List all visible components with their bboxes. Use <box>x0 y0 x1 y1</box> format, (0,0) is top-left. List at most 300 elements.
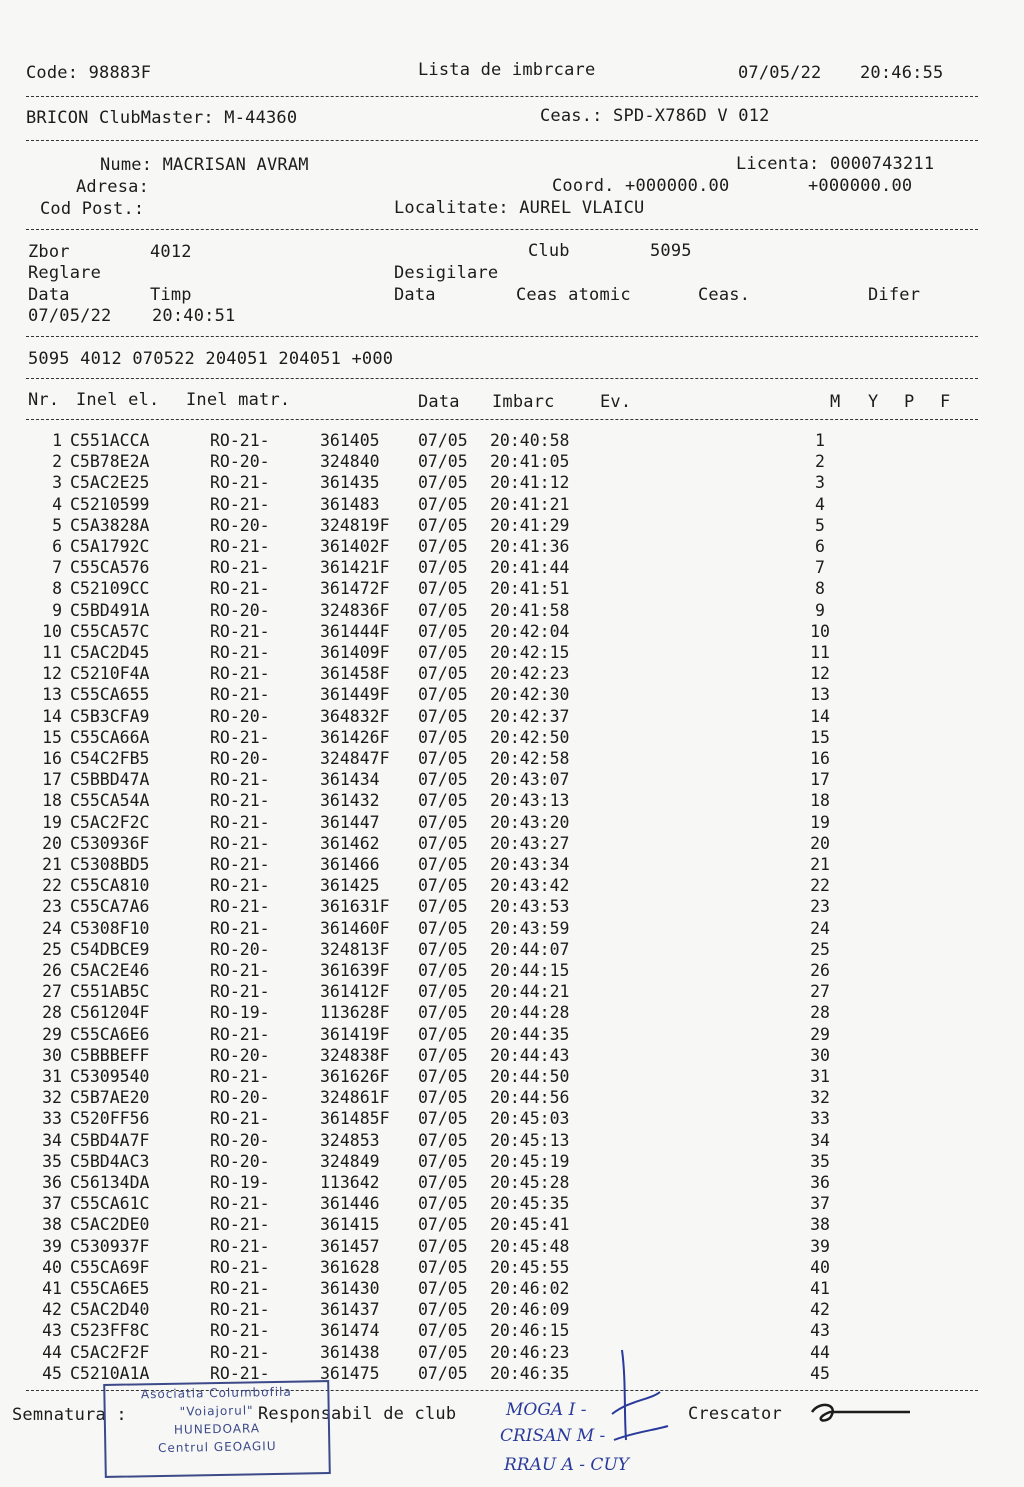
electronic-ring: C55CA66A <box>70 727 150 747</box>
boarding-date: 07/05 <box>418 1088 468 1108</box>
boarding-date: 07/05 <box>418 1279 468 1298</box>
ring-serial: 361402F <box>320 537 390 556</box>
electronic-ring: C5B78E2A <box>70 452 150 472</box>
ring-prefix: RO-21- <box>210 1342 270 1362</box>
boarding-time: 20:43:42 <box>490 876 570 896</box>
boarding-time: 20:42:15 <box>490 643 570 662</box>
row-number: 26 <box>42 961 62 980</box>
print-date: 07/05/22 <box>738 63 822 83</box>
m-count: 1 <box>815 431 825 450</box>
m-count: 34 <box>810 1130 830 1150</box>
boarding-time: 20:44:35 <box>490 1024 570 1044</box>
col-header-f: F <box>940 392 951 412</box>
stamp-line-4: Centrul GEOAGIU <box>157 1438 277 1456</box>
m-count: 20 <box>810 833 830 853</box>
boarding-time: 20:42:58 <box>490 749 570 768</box>
m-count: 16 <box>810 749 830 768</box>
boarding-date: 07/05 <box>418 452 468 472</box>
boarding-time: 20:45:48 <box>490 1236 570 1256</box>
m-count: 40 <box>810 1257 830 1277</box>
boarding-time: 20:41:12 <box>490 473 570 493</box>
ring-prefix: RO-21- <box>210 791 270 811</box>
boarding-time: 20:42:37 <box>490 706 570 726</box>
boarding-time: 20:46:09 <box>490 1300 570 1320</box>
boarding-time: 20:43:07 <box>490 770 570 790</box>
flight-number: 4012 <box>150 242 192 262</box>
ring-prefix: RO-21- <box>210 812 270 832</box>
electronic-ring: C55CA6E6 <box>70 1024 150 1044</box>
electronic-ring: C5A1792C <box>70 537 150 556</box>
row-number: 18 <box>42 791 62 811</box>
m-count: 2 <box>815 452 825 472</box>
setting-time: 20:40:51 <box>152 306 236 326</box>
m-count: 37 <box>810 1194 830 1214</box>
row-number: 10 <box>42 621 62 641</box>
boarding-time: 20:43:13 <box>490 791 570 811</box>
boarding-time: 20:41:21 <box>490 494 570 514</box>
ring-prefix: RO-21- <box>210 1257 270 1277</box>
boarding-date: 07/05 <box>418 918 468 938</box>
electronic-ring: C530937F <box>70 1236 150 1256</box>
electronic-ring: C5308BD5 <box>70 855 150 874</box>
ring-serial: 324836F <box>320 600 390 620</box>
boarding-date: 07/05 <box>418 643 468 662</box>
setting-date-label: Data <box>28 285 70 305</box>
ring-serial: 361430 <box>320 1279 380 1298</box>
electronic-ring: C530936F <box>70 833 150 853</box>
clock-label: Ceas.: SPD-X786D V 012 <box>540 106 770 126</box>
row-number: 6 <box>52 537 62 556</box>
boarding-time: 20:46:23 <box>490 1342 570 1362</box>
boarding-date: 07/05 <box>418 1173 468 1192</box>
flight-code-line: 5095 4012 070522 204051 204051 +000 <box>28 349 394 369</box>
row-number: 27 <box>42 982 62 1002</box>
boarding-time: 20:46:35 <box>490 1363 570 1383</box>
ring-prefix: RO-20- <box>210 1151 270 1171</box>
boarding-date: 07/05 <box>418 1363 468 1383</box>
boarding-date: 07/05 <box>418 1151 468 1171</box>
ring-serial: 361457 <box>320 1236 380 1256</box>
signature-label: Semnatura : <box>12 1405 127 1425</box>
breeder-label: Crescator <box>688 1404 782 1424</box>
col-header-p: P <box>904 392 915 412</box>
col-header-ev: Ev. <box>600 392 632 412</box>
row-number: 29 <box>42 1024 62 1044</box>
electronic-ring: C5AC2E46 <box>70 961 150 980</box>
boarding-date: 07/05 <box>418 1215 468 1235</box>
row-number: 38 <box>42 1215 62 1235</box>
boarding-date: 07/05 <box>418 515 468 535</box>
m-count: 13 <box>810 685 830 705</box>
electronic-ring: C5A3828A <box>70 515 150 535</box>
electronic-ring: C5AC2D40 <box>70 1300 150 1320</box>
ring-prefix: RO-21- <box>210 876 270 896</box>
col-header-m: M <box>830 392 841 412</box>
ring-serial: 324813F <box>320 939 390 959</box>
electronic-ring: C5309540 <box>70 1067 150 1086</box>
club-responsible-label: Responsabil de club <box>258 1404 457 1424</box>
electronic-ring: C5AC2E25 <box>70 473 150 493</box>
boarding-date: 07/05 <box>418 685 468 705</box>
ring-serial: 324838F <box>320 1045 390 1065</box>
ring-prefix: RO-21- <box>210 918 270 938</box>
boarding-time: 20:45:19 <box>490 1151 570 1171</box>
handwritten-name-2: CRISAN M - <box>500 1426 606 1446</box>
ring-serial: 361438 <box>320 1342 380 1362</box>
row-number: 21 <box>42 855 62 874</box>
ring-serial: 361449F <box>320 685 390 705</box>
electronic-ring: C5BD491A <box>70 600 150 620</box>
row-number: 44 <box>42 1342 62 1362</box>
electronic-ring: C52109CC <box>70 579 150 599</box>
row-number: 33 <box>42 1109 62 1129</box>
boarding-date: 07/05 <box>418 600 468 620</box>
m-count: 9 <box>815 600 825 620</box>
m-count: 6 <box>815 537 825 556</box>
boarding-date: 07/05 <box>418 897 468 917</box>
boarding-date: 07/05 <box>418 982 468 1002</box>
electronic-ring: C5308F10 <box>70 918 150 938</box>
m-count: 43 <box>810 1321 830 1341</box>
boarding-time: 20:42:23 <box>490 664 570 684</box>
electronic-ring: C5AC2F2C <box>70 812 150 832</box>
boarding-date: 07/05 <box>418 1342 468 1362</box>
flight-label: Zbor <box>28 242 70 262</box>
boarding-date: 07/05 <box>418 1003 468 1023</box>
boarding-date: 07/05 <box>418 1300 468 1320</box>
boarding-date: 07/05 <box>418 431 468 450</box>
row-number: 30 <box>42 1045 62 1065</box>
handwritten-name-3: RRAU A - CUY <box>504 1455 629 1475</box>
ring-serial: 361421F <box>320 558 390 578</box>
boarding-time: 20:42:04 <box>490 621 570 641</box>
ring-serial: 361405 <box>320 431 380 450</box>
boarding-date: 07/05 <box>418 833 468 853</box>
postal-code-label: Cod Post.: <box>40 199 145 219</box>
ring-serial: 113628F <box>320 1003 390 1023</box>
electronic-ring: C55CA57C <box>70 621 150 641</box>
ring-prefix: RO-21- <box>210 1321 270 1341</box>
ring-prefix: RO-21- <box>210 727 270 747</box>
m-count: 12 <box>810 664 830 684</box>
row-number: 40 <box>42 1257 62 1277</box>
ring-prefix: RO-21- <box>210 558 270 578</box>
unsealing-label: Desigilare <box>394 263 499 283</box>
ring-serial: 361626F <box>320 1067 390 1086</box>
electronic-ring: C551AB5C <box>70 982 150 1002</box>
ring-prefix: RO-21- <box>210 961 270 980</box>
m-count: 7 <box>815 558 825 578</box>
ring-prefix: RO-21- <box>210 897 270 917</box>
boarding-date: 07/05 <box>418 706 468 726</box>
m-count: 25 <box>810 939 830 959</box>
row-number: 28 <box>42 1003 62 1023</box>
ring-serial: 324847F <box>320 749 390 768</box>
electronic-ring: C5AC2F2F <box>70 1342 150 1362</box>
ring-prefix: RO-21- <box>210 1279 270 1298</box>
electronic-ring: C55CA61C <box>70 1194 150 1214</box>
owner-name: Nume: MACRISAN AVRAM <box>100 155 309 175</box>
row-number: 25 <box>42 939 62 959</box>
boarding-date: 07/05 <box>418 473 468 493</box>
ring-prefix: RO-20- <box>210 452 270 472</box>
electronic-ring: C55CA6E5 <box>70 1279 150 1298</box>
ring-serial: 361485F <box>320 1109 390 1129</box>
row-number: 35 <box>42 1151 62 1171</box>
stamp-line-2: "Voiajorul" <box>179 1403 254 1419</box>
ring-prefix: RO-21- <box>210 494 270 514</box>
ring-prefix: RO-21- <box>210 685 270 705</box>
boarding-time: 20:45:35 <box>490 1194 570 1214</box>
boarding-time: 20:43:20 <box>490 812 570 832</box>
electronic-ring: C5210A1A <box>70 1363 150 1383</box>
boarding-time: 20:44:21 <box>490 982 570 1002</box>
row-number: 45 <box>42 1363 62 1383</box>
boarding-date: 07/05 <box>418 1257 468 1277</box>
ring-prefix: RO-21- <box>210 855 270 874</box>
electronic-ring: C55CA54A <box>70 791 150 811</box>
ring-serial: 361466 <box>320 855 380 874</box>
boarding-date: 07/05 <box>418 1236 468 1256</box>
ring-serial: 324861F <box>320 1088 390 1108</box>
boarding-date: 07/05 <box>418 727 468 747</box>
ring-serial: 361458F <box>320 664 390 684</box>
row-number: 36 <box>42 1173 62 1192</box>
ring-serial: 361432 <box>320 791 380 811</box>
ring-serial: 361415 <box>320 1215 380 1235</box>
col-header-imbarc: Imbarc <box>492 392 555 412</box>
boarding-time: 20:43:27 <box>490 833 570 853</box>
row-number: 13 <box>42 685 62 705</box>
handwritten-name-1: MOGA I - <box>506 1400 587 1420</box>
boarding-time: 20:41:36 <box>490 537 570 556</box>
electronic-ring: C55CA576 <box>70 558 150 578</box>
ring-prefix: RO-21- <box>210 1236 270 1256</box>
boarding-date: 07/05 <box>418 1194 468 1214</box>
unsealing-date-label: Data <box>394 285 436 305</box>
boarding-date: 07/05 <box>418 664 468 684</box>
boarding-time: 20:46:02 <box>490 1279 570 1298</box>
ring-prefix: RO-21- <box>210 643 270 662</box>
clubmaster-label: BRICON ClubMaster: M-44360 <box>26 108 298 128</box>
row-number: 32 <box>42 1088 62 1108</box>
stamp-line-3: HUNEDOARA <box>173 1421 261 1437</box>
m-count: 21 <box>810 855 830 874</box>
boarding-time: 20:44:50 <box>490 1067 570 1086</box>
m-count: 42 <box>810 1300 830 1320</box>
ring-serial: 361412F <box>320 982 390 1002</box>
row-number: 23 <box>42 897 62 917</box>
row-number: 2 <box>52 452 62 472</box>
ring-prefix: RO-20- <box>210 749 270 768</box>
row-number: 31 <box>42 1067 62 1086</box>
row-number: 8 <box>52 579 62 599</box>
ring-prefix: RO-21- <box>210 1300 270 1320</box>
row-number: 20 <box>42 833 62 853</box>
boarding-date: 07/05 <box>418 1130 468 1150</box>
row-number: 22 <box>42 876 62 896</box>
row-number: 37 <box>42 1194 62 1214</box>
ring-prefix: RO-21- <box>210 1109 270 1129</box>
ring-serial: 361435 <box>320 473 380 493</box>
ring-prefix: RO-19- <box>210 1173 270 1192</box>
m-count: 11 <box>810 643 830 662</box>
boarding-time: 20:44:28 <box>490 1003 570 1023</box>
row-number: 7 <box>52 558 62 578</box>
boarding-date: 07/05 <box>418 1045 468 1065</box>
electronic-ring: C5BBD47A <box>70 770 150 790</box>
electronic-ring: C56134DA <box>70 1173 150 1192</box>
electronic-ring: C551ACCA <box>70 431 150 450</box>
coordinates-lon: +000000.00 <box>808 176 913 196</box>
ring-serial: 361639F <box>320 961 390 980</box>
boarding-time: 20:44:56 <box>490 1088 570 1108</box>
ring-prefix: RO-21- <box>210 473 270 493</box>
address-label: Adresa: <box>76 177 150 197</box>
ring-prefix: RO-21- <box>210 1194 270 1214</box>
electronic-ring: C523FF8C <box>70 1321 150 1341</box>
m-count: 30 <box>810 1045 830 1065</box>
col-header-nr: Nr. <box>28 390 60 410</box>
boarding-date: 07/05 <box>418 558 468 578</box>
ring-serial: 113642 <box>320 1173 380 1192</box>
col-header-inel-el: Inel el. <box>76 390 160 410</box>
boarding-date: 07/05 <box>418 812 468 832</box>
electronic-ring: C55CA655 <box>70 685 150 705</box>
boarding-date: 07/05 <box>418 1321 468 1341</box>
ring-serial: 361460F <box>320 918 390 938</box>
row-number: 24 <box>42 918 62 938</box>
difference-label: Difer <box>868 285 921 305</box>
boarding-time: 20:46:15 <box>490 1321 570 1341</box>
boarding-time: 20:41:05 <box>490 452 570 472</box>
boarding-date: 07/05 <box>418 876 468 896</box>
ring-prefix: RO-20- <box>210 706 270 726</box>
row-number: 39 <box>42 1236 62 1256</box>
m-count: 10 <box>810 621 830 641</box>
m-count: 45 <box>810 1363 830 1383</box>
boarding-time: 20:45:03 <box>490 1109 570 1129</box>
stamp-line-1: Asociatia Columbofila <box>140 1384 292 1402</box>
ring-prefix: RO-21- <box>210 431 270 450</box>
ring-prefix: RO-20- <box>210 600 270 620</box>
ring-serial: 361447 <box>320 812 380 832</box>
ring-prefix: RO-19- <box>210 1003 270 1023</box>
row-number: 5 <box>52 515 62 535</box>
electronic-ring: C55CA69F <box>70 1257 150 1277</box>
m-count: 41 <box>810 1279 830 1298</box>
boarding-time: 20:41:29 <box>490 515 570 535</box>
locality: Localitate: AUREL VLAICU <box>394 198 645 218</box>
boarding-time: 20:42:50 <box>490 727 570 747</box>
ring-prefix: RO-21- <box>210 537 270 556</box>
ring-prefix: RO-20- <box>210 1045 270 1065</box>
code-label: Code: 98883F <box>26 63 152 83</box>
m-count: 36 <box>810 1173 830 1192</box>
club-number: 5095 <box>650 241 692 261</box>
ring-serial: 361425 <box>320 876 380 896</box>
boarding-time: 20:44:15 <box>490 961 570 980</box>
ring-serial: 361446 <box>320 1194 380 1214</box>
electronic-ring: C54DBCE9 <box>70 939 150 959</box>
setting-time-label: Timp <box>150 285 192 305</box>
ring-prefix: RO-21- <box>210 1363 270 1383</box>
m-count: 22 <box>810 876 830 896</box>
ring-prefix: RO-21- <box>210 1067 270 1086</box>
row-number: 43 <box>42 1321 62 1341</box>
m-count: 28 <box>810 1003 830 1023</box>
electronic-ring: C5210F4A <box>70 664 150 684</box>
m-count: 27 <box>810 982 830 1002</box>
electronic-ring: C55CA7A6 <box>70 897 150 917</box>
ring-prefix: RO-21- <box>210 1024 270 1044</box>
m-count: 8 <box>815 579 825 599</box>
boarding-time: 20:45:28 <box>490 1173 570 1192</box>
ring-serial: 364832F <box>320 706 390 726</box>
electronic-ring: C55CA810 <box>70 876 150 896</box>
boarding-date: 07/05 <box>418 939 468 959</box>
setting-label: Reglare <box>28 263 102 283</box>
clock-label-2: Ceas. <box>698 285 751 305</box>
ring-prefix: RO-21- <box>210 982 270 1002</box>
boarding-time: 20:43:59 <box>490 918 570 938</box>
ring-serial: 361444F <box>320 621 390 641</box>
m-count: 19 <box>810 812 830 832</box>
boarding-time: 20:44:07 <box>490 939 570 959</box>
row-number: 9 <box>52 600 62 620</box>
ring-prefix: RO-21- <box>210 1215 270 1235</box>
boarding-time: 20:43:34 <box>490 855 570 874</box>
m-count: 17 <box>810 770 830 790</box>
row-number: 11 <box>42 643 62 662</box>
row-number: 1 <box>52 431 62 450</box>
boarding-date: 07/05 <box>418 494 468 514</box>
m-count: 4 <box>815 494 825 514</box>
ring-prefix: RO-20- <box>210 515 270 535</box>
club-label: Club <box>528 241 570 261</box>
boarding-date: 07/05 <box>418 579 468 599</box>
m-count: 29 <box>810 1024 830 1044</box>
document-title: Lista de imbrcare <box>418 60 596 80</box>
ring-serial: 361483 <box>320 494 380 514</box>
ring-serial: 361472F <box>320 579 390 599</box>
row-number: 14 <box>42 706 62 726</box>
ring-serial: 324819F <box>320 515 390 535</box>
ring-serial: 361419F <box>320 1024 390 1044</box>
electronic-ring: C5BD4AC3 <box>70 1151 150 1171</box>
row-number: 3 <box>52 473 62 493</box>
ring-serial: 324849 <box>320 1151 380 1171</box>
boarding-date: 07/05 <box>418 1024 468 1044</box>
license-number: Licenta: 0000743211 <box>736 154 935 174</box>
electronic-ring: C54C2FB5 <box>70 749 150 768</box>
m-count: 35 <box>810 1151 830 1171</box>
ring-serial: 324840 <box>320 452 380 472</box>
m-count: 44 <box>810 1342 830 1362</box>
ring-prefix: RO-20- <box>210 1130 270 1150</box>
coordinates-lat: Coord. +000000.00 <box>552 176 730 196</box>
ring-serial: 361462 <box>320 833 380 853</box>
row-number: 16 <box>42 749 62 768</box>
boarding-time: 20:45:41 <box>490 1215 570 1235</box>
print-time: 20:46:55 <box>860 63 944 83</box>
boarding-date: 07/05 <box>418 1109 468 1129</box>
electronic-ring: C5BBBEFF <box>70 1045 150 1065</box>
electronic-ring: C5AC2DE0 <box>70 1215 150 1235</box>
boarding-time: 20:42:30 <box>490 685 570 705</box>
m-count: 32 <box>810 1088 830 1108</box>
m-count: 18 <box>810 791 830 811</box>
